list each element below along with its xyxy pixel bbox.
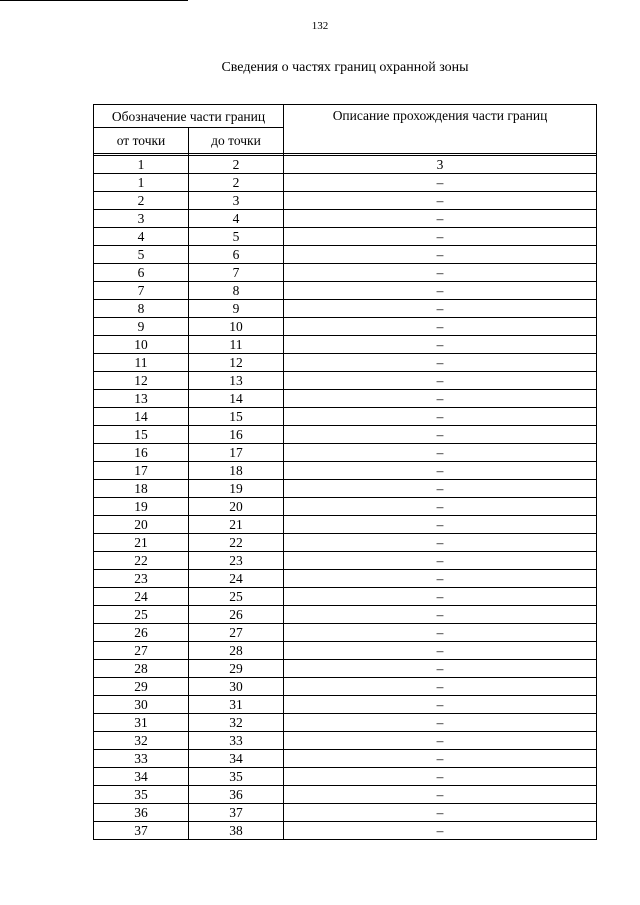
from-point-cell: 30 xyxy=(94,696,189,714)
description-cell: – xyxy=(284,318,597,336)
table-row xyxy=(94,768,597,786)
table-row xyxy=(94,372,597,390)
from-point-cell: 15 xyxy=(94,426,189,444)
table-row xyxy=(94,498,597,516)
page-number: 132 xyxy=(311,20,329,32)
description-cell: – xyxy=(284,246,597,264)
description-cell: – xyxy=(284,444,597,462)
from-point-cell: 14 xyxy=(94,408,189,426)
description-cell: – xyxy=(284,606,597,624)
table-row xyxy=(94,192,597,210)
to-point-cell: 31 xyxy=(189,696,284,714)
from-point-cell: 34 xyxy=(94,768,189,786)
to-point-cell: 35 xyxy=(189,768,284,786)
table-row xyxy=(94,516,597,534)
to-point-cell: 29 xyxy=(189,660,284,678)
to-point-cell: 25 xyxy=(189,588,284,606)
description-cell: – xyxy=(284,660,597,678)
to-point-cell: 13 xyxy=(189,372,284,390)
header-row-main xyxy=(94,105,597,128)
table-row xyxy=(94,390,597,408)
table-row xyxy=(94,642,597,660)
description-cell: – xyxy=(284,174,597,192)
to-point-cell: 7 xyxy=(189,264,284,282)
header-to-point: до точки xyxy=(189,128,284,154)
column-number: 1 xyxy=(94,156,189,174)
description-cell: – xyxy=(284,750,597,768)
to-point-cell: 20 xyxy=(189,498,284,516)
from-point-cell: 37 xyxy=(94,822,189,840)
to-point-cell: 23 xyxy=(189,552,284,570)
description-cell: – xyxy=(284,336,597,354)
description-cell: – xyxy=(284,696,597,714)
description-cell: – xyxy=(284,624,597,642)
to-point-cell: 24 xyxy=(189,570,284,588)
header-boundary-designation: Обозначение части границ xyxy=(94,105,284,128)
description-cell: – xyxy=(284,552,597,570)
to-point-cell: 6 xyxy=(189,246,284,264)
boundary-parts-table xyxy=(93,104,597,840)
table-row xyxy=(94,282,597,300)
from-point-cell: 20 xyxy=(94,516,189,534)
from-point-cell: 32 xyxy=(94,732,189,750)
to-point-cell: 2 xyxy=(189,174,284,192)
table-row xyxy=(94,444,597,462)
from-point-cell: 3 xyxy=(94,210,189,228)
description-cell: – xyxy=(284,192,597,210)
from-point-cell: 36 xyxy=(94,804,189,822)
description-cell: – xyxy=(284,570,597,588)
description-cell: – xyxy=(284,408,597,426)
description-cell: – xyxy=(284,678,597,696)
table-row xyxy=(94,462,597,480)
to-point-cell: 17 xyxy=(189,444,284,462)
from-point-cell: 28 xyxy=(94,660,189,678)
to-point-cell: 37 xyxy=(189,804,284,822)
from-point-cell: 23 xyxy=(94,570,189,588)
table-row xyxy=(94,480,597,498)
column-number-row xyxy=(94,156,597,174)
description-cell: – xyxy=(284,642,597,660)
from-point-cell: 18 xyxy=(94,480,189,498)
from-point-cell: 4 xyxy=(94,228,189,246)
from-point-cell: 22 xyxy=(94,552,189,570)
description-cell: – xyxy=(284,210,597,228)
top-rule xyxy=(0,0,188,1)
from-point-cell: 12 xyxy=(94,372,189,390)
table-row xyxy=(94,426,597,444)
table-row xyxy=(94,264,597,282)
description-cell: – xyxy=(284,372,597,390)
from-point-cell: 5 xyxy=(94,246,189,264)
to-point-cell: 15 xyxy=(189,408,284,426)
description-cell: – xyxy=(284,714,597,732)
table-body xyxy=(94,156,597,840)
table-row xyxy=(94,822,597,840)
to-point-cell: 19 xyxy=(189,480,284,498)
to-point-cell: 4 xyxy=(189,210,284,228)
from-point-cell: 33 xyxy=(94,750,189,768)
to-point-cell: 3 xyxy=(189,192,284,210)
to-point-cell: 21 xyxy=(189,516,284,534)
from-point-cell: 11 xyxy=(94,354,189,372)
header-description: Описание прохождения части границ xyxy=(284,105,597,154)
to-point-cell: 10 xyxy=(189,318,284,336)
to-point-cell: 26 xyxy=(189,606,284,624)
table-row xyxy=(94,606,597,624)
column-number: 3 xyxy=(284,156,597,174)
table-row xyxy=(94,228,597,246)
to-point-cell: 8 xyxy=(189,282,284,300)
table-row xyxy=(94,408,597,426)
to-point-cell: 27 xyxy=(189,624,284,642)
from-point-cell: 2 xyxy=(94,192,189,210)
description-cell: – xyxy=(284,426,597,444)
description-cell: – xyxy=(284,534,597,552)
to-point-cell: 38 xyxy=(189,822,284,840)
from-point-cell: 17 xyxy=(94,462,189,480)
table-row xyxy=(94,624,597,642)
table-row xyxy=(94,210,597,228)
description-cell: – xyxy=(284,480,597,498)
table-row xyxy=(94,318,597,336)
table-row xyxy=(94,696,597,714)
description-cell: – xyxy=(284,732,597,750)
description-cell: – xyxy=(284,462,597,480)
to-point-cell: 16 xyxy=(189,426,284,444)
to-point-cell: 33 xyxy=(189,732,284,750)
table-row xyxy=(94,786,597,804)
description-cell: – xyxy=(284,390,597,408)
from-point-cell: 27 xyxy=(94,642,189,660)
to-point-cell: 34 xyxy=(189,750,284,768)
table-row xyxy=(94,588,597,606)
description-cell: – xyxy=(284,498,597,516)
from-point-cell: 19 xyxy=(94,498,189,516)
from-point-cell: 9 xyxy=(94,318,189,336)
from-point-cell: 24 xyxy=(94,588,189,606)
from-point-cell: 16 xyxy=(94,444,189,462)
description-cell: – xyxy=(284,822,597,840)
description-cell: – xyxy=(284,768,597,786)
header-from-point: от точки xyxy=(94,128,189,154)
table-header xyxy=(94,105,597,156)
table-row xyxy=(94,354,597,372)
description-cell: – xyxy=(284,516,597,534)
from-point-cell: 29 xyxy=(94,678,189,696)
to-point-cell: 22 xyxy=(189,534,284,552)
from-point-cell: 7 xyxy=(94,282,189,300)
to-point-cell: 12 xyxy=(189,354,284,372)
table-row xyxy=(94,534,597,552)
table-row xyxy=(94,750,597,768)
to-point-cell: 36 xyxy=(189,786,284,804)
to-point-cell: 32 xyxy=(189,714,284,732)
from-point-cell: 10 xyxy=(94,336,189,354)
from-point-cell: 21 xyxy=(94,534,189,552)
from-point-cell: 13 xyxy=(94,390,189,408)
from-point-cell: 6 xyxy=(94,264,189,282)
column-number: 2 xyxy=(189,156,284,174)
table-row xyxy=(94,246,597,264)
description-cell: – xyxy=(284,588,597,606)
table-row xyxy=(94,570,597,588)
description-cell: – xyxy=(284,300,597,318)
table-row xyxy=(94,714,597,732)
description-cell: – xyxy=(284,354,597,372)
description-cell: – xyxy=(284,804,597,822)
table-row xyxy=(94,300,597,318)
table-row xyxy=(94,678,597,696)
to-point-cell: 28 xyxy=(189,642,284,660)
to-point-cell: 14 xyxy=(189,390,284,408)
description-cell: – xyxy=(284,264,597,282)
from-point-cell: 8 xyxy=(94,300,189,318)
to-point-cell: 5 xyxy=(189,228,284,246)
from-point-cell: 1 xyxy=(94,174,189,192)
to-point-cell: 30 xyxy=(189,678,284,696)
table-row xyxy=(94,732,597,750)
to-point-cell: 11 xyxy=(189,336,284,354)
from-point-cell: 26 xyxy=(94,624,189,642)
from-point-cell: 35 xyxy=(94,786,189,804)
description-cell: – xyxy=(284,282,597,300)
from-point-cell: 31 xyxy=(94,714,189,732)
to-point-cell: 9 xyxy=(189,300,284,318)
from-point-cell: 25 xyxy=(94,606,189,624)
table-row xyxy=(94,174,597,192)
description-cell: – xyxy=(284,786,597,804)
table-row xyxy=(94,660,597,678)
description-cell: – xyxy=(284,228,597,246)
document-title: Сведения о частях границ охранной зоны xyxy=(221,60,469,75)
to-point-cell: 18 xyxy=(189,462,284,480)
table-row xyxy=(94,336,597,354)
table-row xyxy=(94,804,597,822)
table-row xyxy=(94,552,597,570)
